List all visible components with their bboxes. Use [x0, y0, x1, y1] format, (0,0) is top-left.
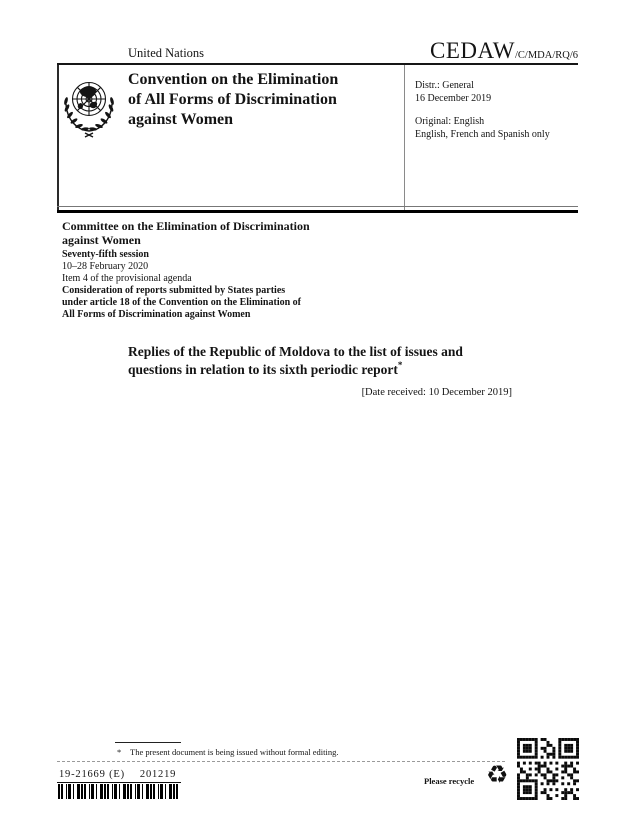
spacer — [415, 105, 550, 115]
please-recycle-label: Please recycle — [424, 776, 475, 786]
document-title-line: questions in relation to its sixth periodic report* — [128, 360, 403, 377]
committee-name-line: Committee on the Elimination of Discrimination — [62, 219, 310, 233]
document-symbol — [430, 38, 578, 64]
convention-title-line: against Women — [128, 111, 234, 128]
date-received: [Date received: 10 December 2019] — [361, 387, 512, 398]
footnote — [117, 747, 338, 757]
masthead-left-edge-line — [57, 65, 59, 211]
masthead-top-rule — [57, 63, 578, 65]
title-footnote-ref: * — [397, 360, 403, 370]
agenda-title-line: Consideration of reports submitted by States parties — [62, 285, 286, 296]
agenda-item: Item 4 of the provisional agenda — [62, 273, 192, 284]
masthead-divider-line — [404, 65, 405, 211]
recycle-icon: ♻ — [486, 760, 509, 789]
document-symbol-suffix: /C/MDA/RQ/6 — [514, 50, 578, 61]
languages-line: English, French and Spanish only — [415, 129, 550, 140]
committee-rule-shadow — [57, 206, 578, 207]
barcode — [58, 784, 180, 799]
footnote-text: The present document is being issued without formal editing. — [130, 747, 339, 757]
agenda-title-line: All Forms of Discrimination against Women — [62, 309, 251, 320]
un-emblem-icon — [60, 74, 118, 145]
agenda-title-line: under article 18 of the Convention on the Elimination of — [62, 297, 301, 308]
distr-line: Distr.: General — [415, 80, 474, 91]
qr-code — [517, 738, 579, 800]
united-nations-label: United Nations — [128, 46, 205, 60]
job-number: 19-21669 (E) — [59, 769, 125, 780]
job-number-line — [59, 769, 176, 780]
document-title — [128, 343, 463, 379]
committee-name-line: against Women — [62, 233, 141, 247]
document-title-line: Replies of the Republic of Moldova to the list of issues and — [128, 344, 463, 359]
original-language-line: Original: English — [415, 116, 485, 127]
print-date-code: 201219 — [139, 769, 177, 780]
convention-title — [128, 70, 338, 130]
distribution-info — [415, 79, 550, 141]
convention-title-line: of All Forms of Discrimination — [128, 91, 337, 108]
document-symbol-main: CEDAW — [430, 38, 515, 63]
job-number-underline — [57, 782, 181, 783]
committee-rule — [57, 210, 578, 213]
distr-date-line: 16 December 2019 — [415, 93, 492, 104]
footnote-rule — [115, 742, 181, 743]
session-dates: 10–28 February 2020 — [62, 261, 149, 272]
convention-title-line: Convention on the Elimination — [128, 71, 339, 88]
committee-block — [62, 219, 310, 321]
footnote-marker: * — [117, 747, 122, 757]
session-label: Seventy-fifth session — [62, 249, 149, 260]
scan-fold-line — [57, 761, 505, 762]
